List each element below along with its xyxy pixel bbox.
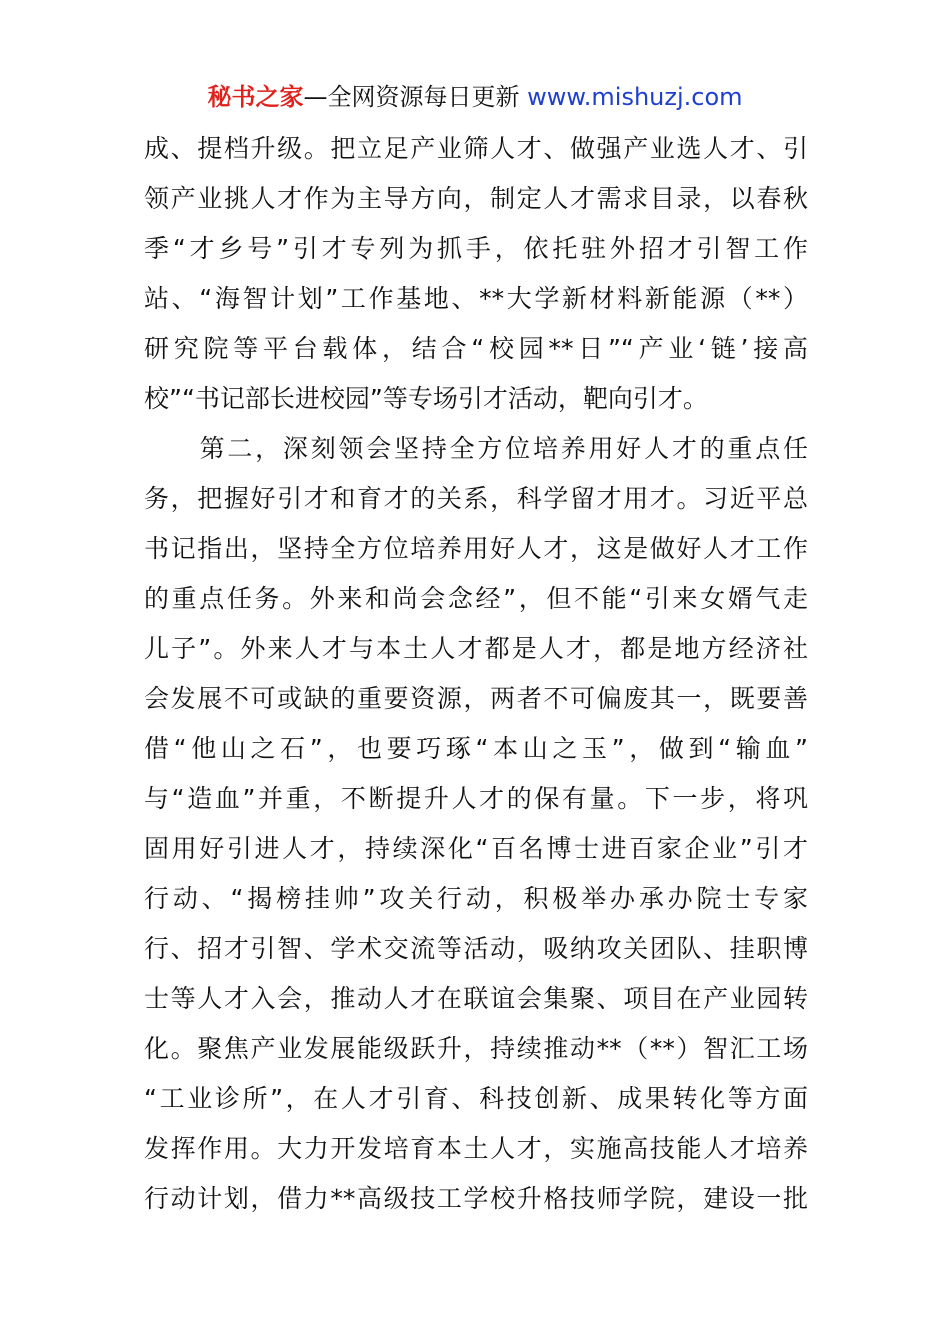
- header-tagline: —全网资源每日更新: [303, 83, 528, 111]
- text-line: 与“造血”并重，不断提升人才的保有量。下一步，将巩: [144, 784, 808, 813]
- text-line: 成、提档升级。把立足产业筛人才、做强产业选人才、引: [144, 134, 808, 163]
- text-line: 领产业挑人才作为主导方向，制定人才需求目录，以春秋: [144, 184, 808, 213]
- text-line: 会发展不可或缺的重要资源，两者不可偏废其一，既要善: [144, 684, 808, 713]
- text-line: 借“他山之石”，也要巧琢“本山之玉”，做到“输血”: [144, 734, 808, 763]
- text-line: 士等人才入会，推动人才在联谊会集聚、项目在产业园转: [144, 984, 808, 1013]
- text-line: “工业诊所”，在人才引育、科技创新、成果转化等方面: [144, 1084, 808, 1113]
- text-line: 校”“书记部长进校园”等专场引才活动，靶向引才。: [144, 384, 708, 413]
- text-line: 行、招才引智、学术交流等活动，吸纳攻关团队、挂职博: [144, 934, 808, 963]
- text-line: 研究院等平台载体，结合“校园**日”“产业‘链’接高: [144, 334, 808, 363]
- text-line: 务，把握好引才和育才的关系，科学留才用才。习近平总: [144, 484, 808, 513]
- brand-name: 秘书之家: [207, 83, 304, 111]
- text-line: 发挥作用。大力开发培育本土人才，实施高技能人才培养: [144, 1134, 808, 1163]
- text-line: 行动、“揭榜挂帅”攻关行动，积极举办承办院士专家: [144, 884, 808, 913]
- text-line: 第二，深刻领会坚持全方位培养用好人才的重点任: [144, 434, 808, 463]
- site-header: [0, 80, 950, 114]
- text-line: 儿子”。外来人才与本土人才都是人才，都是地方经济社: [144, 634, 808, 663]
- text-line: 书记指出，坚持全方位培养用好人才，这是做好人才工作: [144, 534, 808, 563]
- text-line: 固用好引进人才，持续深化“百名博士进百家企业”引才: [144, 834, 808, 863]
- document-body: [144, 124, 808, 1224]
- text-line: 季“才乡号”引才专列为抓手，依托驻外招才引智工作: [144, 234, 808, 263]
- text-line: 化。聚焦产业发展能级跃升，持续推动**（**）智汇工场: [144, 1034, 808, 1063]
- site-url-link[interactable]: www.mishuzj.com: [527, 83, 743, 111]
- text-line: 行动计划，借力**高级技工学校升格技师学院，建设一批: [144, 1184, 808, 1213]
- text-line: 站、“海智计划”工作基地、**大学新材料新能源（**）: [144, 284, 808, 313]
- text-line: 的重点任务。外来和尚会念经”，但不能“引来女婿气走: [144, 584, 808, 613]
